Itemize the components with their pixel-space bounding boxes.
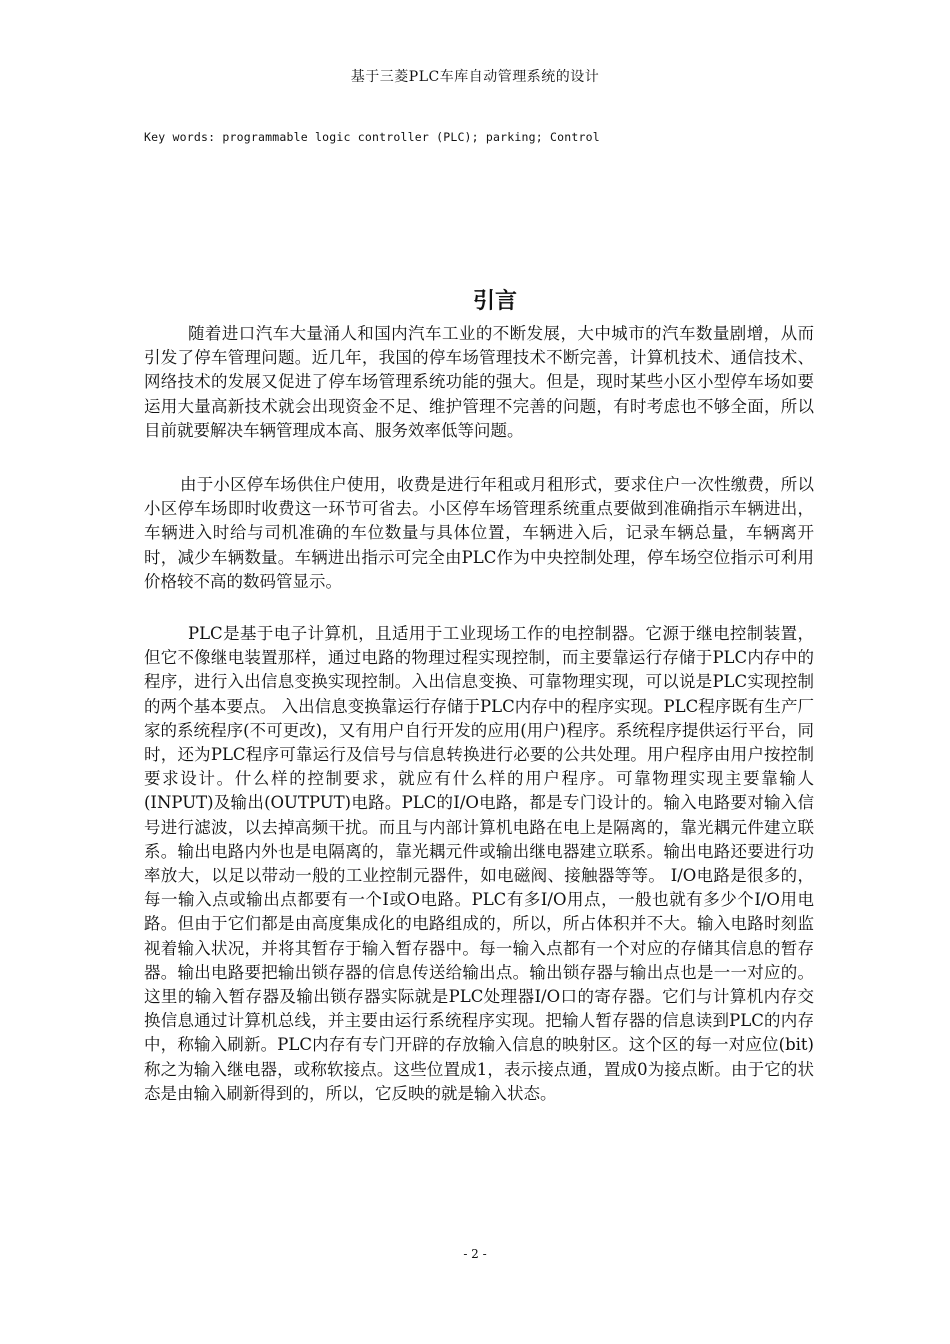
keywords-line: Key words: programmable logic controller (PLC); parking; Control: [144, 130, 600, 144]
page-number: - 2 -: [463, 1247, 487, 1261]
paragraph-plc-overview: PLC是基于电子计算机，且适用于工业现场工作的电控制器。它源于继电控制装置，但它不像继电装置那样，通过电路的物理过程实现控制，而主要靠运行存储于PLC内存中的程序，进行入出信息变换实现控制。入出信息变换、可靠物理实现，可以说是PLC实现控制的两个基本要点。 入出信息变换靠运行存储于PLC内存中的程序实现。PLC程序既有生产厂家的系统程序(不可更改)，又有用户自行开发的应用(用户)程序。系统程序提供运行平台，同时，还为PLC程序可靠运行及信号与信息转换进行必要的公共处理。用户程序由用户按控制要求设计。什么样的控制要求，就应有什么样的用户程序。可靠物理实现主要靠输人(INPUT)及输出(OUTPUT)电路。PLC的I/O电路，都是专门设计的。输入电路要对输入信号进行滤波，以去掉高频干扰。而且与内部计算机电路在电上是隔离的，靠光耦元件建立联系。输出电路内外也是电隔离的，靠光耦元件或输出继电器建立联系。输出电路还要进行功率放大，以足以带动一般的工业控制元器件，如电磁阀、接触器等等。 I/O电路是很多的，每一输入点或输出点都要有一个I或O电路。PLC有多I/O用点，一般也就有多少个I/O用电路。但由于它们都是由高度集成化的电路组成的，所以，所占体积并不大。输入电路时刻监视着输入状况，并将其暂存于输入暂存器中。每一输入点都有一个对应的存储其信息的暂存器。输出电路要把输出锁存器的信息传送给输出点。输出锁存器与输出点也是一一对应的。这里的输入暂存器及输出锁存器实际就是PLC处理器I/O口的寄存器。它们与计算机内存交换信息通过计算机总线，并主要由运行系统程序实现。把输人暂存器的信息读到PLC的内存中，称输入刷新。PLC内存有专门开辟的存放输入信息的映射区。这个区的每一对应位(bit)称之为输入继电器，或称软接点。这些位置成1，表示接点通，置成0为接点断。由于它的状态是由输入刷新得到的，所以，它反映的就是输入状态。: [144, 624, 814, 1103]
paragraph-parking-fees: 由于小区停车场供住户使用，收费是进行年租或月租形式，要求住户一次性缴费，所以小区停车场即时收费这一环节可省去。小区停车场管理系统重点要做到准确指示车辆进出，车辆进入时给与司机准确的车位数量与具体位置，车辆进入后，记录车辆总量，车辆离开时，减少车辆数量。车辆进出指示可完全由PLC作为中央控制处理，停车场空位指示可利用价格较不高的数码管显示。: [144, 475, 814, 591]
section-title: 引言: [472, 289, 517, 314]
paragraph-intro: 随着进口汽车大量涌人和国内汽车工业的不断发展，大中城市的汽车数量剧增，从而引发了停车管理问题。近几年，我国的停车场管理技术不断完善，计算机技术、通信技术、网络技术的发展又促进了停车场管理系统功能的强大。但是，现时某些小区小型停车场如要运用大量高新技术就会出现资金不足、维护管理不完善的问题，有时考虑也不够全面，所以目前就要解决车辆管理成本高、服务效率低等问题。: [144, 324, 814, 440]
page-header: 基于三菱PLC车库自动管理系统的设计: [350, 69, 600, 85]
